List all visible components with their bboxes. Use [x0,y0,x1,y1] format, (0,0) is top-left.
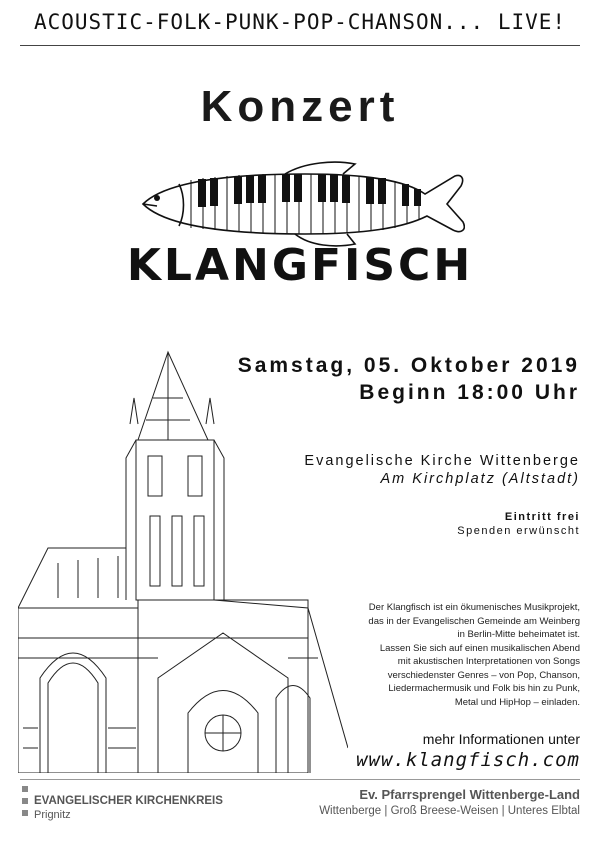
footer-divider [20,779,580,780]
kirchenkreis-logo [22,786,242,826]
event-datetime [238,352,580,406]
event-venue [304,452,580,488]
donations-note: Spenden erwünscht [457,525,580,537]
page-title: Konzert [200,82,400,131]
description-line: das in der Evangelischen Gemeinde am Weinberg [368,615,580,627]
event-date: Samstag, 05. Oktober 2019 [237,354,580,377]
description-line: Metal und HipHop – einladen. [454,696,580,708]
venue-address: Am Kirchplatz (Altstadt) [380,471,580,487]
entry-free: Eintritt frei [504,511,580,523]
org-name: EVANGELISCHER KIRCHENKREIS [34,795,223,807]
venue-name: Evangelische Kirche Wittenberge [304,453,580,469]
more-info-label: mehr Informationen unter [422,731,580,747]
parish-name: Ev. Pfarrsprengel Wittenberge-Land [359,787,580,802]
church-illustration [18,348,348,773]
org-region: Prignitz [34,809,71,821]
description-line: Liedermachermusik und Folk bis hin zu Punk, [388,683,580,694]
description-line: Lassen Sie sich auf einen musikalischen Abend [379,642,580,654]
event-time: Beginn 18:00 Uhr [359,381,580,404]
website-link[interactable]: www.klangfisch.com [356,749,580,771]
description-line: verschiedenster Genres – von Pop, Chanson, [387,669,580,681]
band-description [310,601,580,709]
tagline: ACOUSTIC-FOLK-PUNK-POP-CHANSON... LIVE! [33,10,567,34]
description-line: Der Klangfisch ist ein ökumenisches Musikprojekt, [368,602,580,613]
band-name: KLANGFISCH [126,240,474,291]
piano-fish-icon [135,160,465,250]
top-divider [20,45,580,46]
description-line: in Berlin-Mitte beheimatet ist. [457,629,580,640]
parish-towns: Wittenberge | Groß Breese-Weisen | Unteres Elbtal [319,805,580,817]
entry-info [457,510,580,538]
description-line: mit akustischen Interpretationen von Songs [397,656,580,667]
